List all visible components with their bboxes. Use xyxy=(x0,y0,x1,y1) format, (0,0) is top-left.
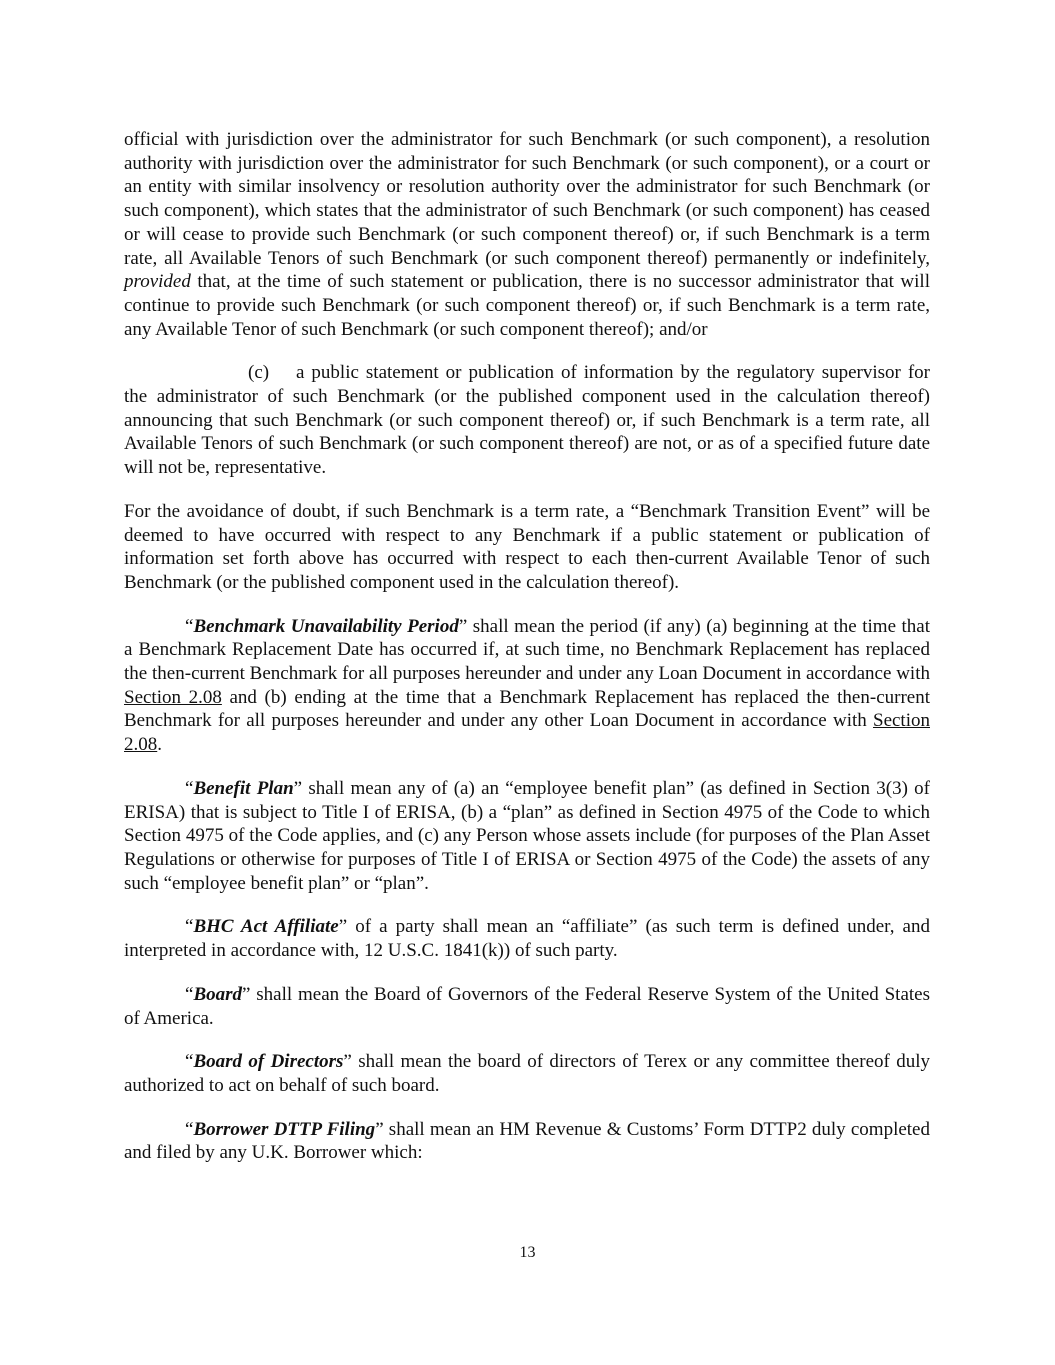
definition-board-of-directors: “Board of Directors” shall mean the board of directors of Terex or any committee thereof duly authorized to act on behalf of such board. xyxy=(124,1051,930,1096)
paragraph-text: official with jurisdiction over the administrator for such Benchmark (or such component), a resolution authority with jurisdiction over the administrator for such Benchmark (or such component), or a court or an entity with similar insolvency or resolution authority over the administrator for such Benchmark (or such component), which states that the administrator of such Benchmark (or such component) has ceased or will cease to provide such Benchmark (or such component thereof) or, if such Benchmark is a term rate, all Available Tenors of such Benchmark (or such component thereof) permanently or indefinitely, xyxy=(124,129,930,269)
section-reference: Section 2.08 xyxy=(124,686,222,708)
paragraph-text: that, at the time of such statement or publication, there is no successor administrator that will continue to provide such Benchmark (or such component thereof) or, if such Benchmark is a term rate, any Available Tenor of such Benchmark (or such component thereof); and/or xyxy=(124,271,930,340)
definition-borrower-dttp-filing: “Borrower DTTP Filing” shall mean an HM Revenue & Customs’ Form DTTP2 duly completed and filed by any U.K. Borrower which: xyxy=(124,1118,930,1164)
section-reference: Section 2.08 xyxy=(124,710,930,756)
definition-text: ” shall mean the period (if any) (a) beginning at the time that a Benchmark Replacement Date has occurred if, at such time, no Benchmark Replacement has replaced the then-current Benchmark for all purposes hereunder and under any Loan Document in accordance with xyxy=(124,615,930,685)
paragraph-continuation xyxy=(124,128,930,341)
definition-benchmark-unavailability-period: “Benchmark Unavailability Period” shall mean the period (if any) (a) beginning at the time that a Benchmark Replacement Date has occurred if, at such time, no Benchmark Replacement has replaced the then-current Benchmark for all purposes hereunder and under any Loan Document in accordance with Section 2.08 and (b) ending at the time that a Benchmark Replacement has replaced the then-current Benchmark for all purposes hereunder and under any other Loan Document in accordance with Section 2.08. xyxy=(124,615,930,756)
page-number: 13 xyxy=(519,1244,536,1261)
clause-marker: (c) xyxy=(248,362,270,384)
defined-term: Board of Directors xyxy=(193,1051,344,1073)
italic-provided: provided xyxy=(124,271,191,293)
definition-text: ” shall mean an HM Revenue & Customs’ Form DTTP2 duly completed and filed by any U.K. Borrower which: xyxy=(124,1118,930,1164)
definition-text: ” shall mean the Board of Governors of the Federal Reserve System of the United States of America. xyxy=(124,983,930,1029)
defined-term: Benchmark Unavailability Period xyxy=(193,615,459,637)
definition-text: ” of a party shall mean an “affiliate” (as such term is defined under, and interpreted in accordance with, 12 U.S.C. 1841(k)) of such party. xyxy=(124,916,930,962)
paragraph-text: For the avoidance of doubt, if such Benchmark is a term rate, a “Benchmark Transition Event” will be deemed to have occurred with respect to any Benchmark if a public statement or publication of information set forth above has occurred with respect to each then-current Available Tenor of such Benchmark (or the published component used in the calculation thereof). xyxy=(124,500,930,593)
defined-term: Benefit Plan xyxy=(193,777,294,799)
definition-benefit-plan: “Benefit Plan” shall mean any of (a) an “employee benefit plan” (as defined in Section 3(3) of ERISA) that is subject to Title I of ERISA, (b) a “plan” as defined in Section 4975 of the Code to which Section 4975 of the Code applies, and (c) any Person whose assets include (for purposes of the Plan Asset Regulations or otherwise for purposes of Title I of ERISA or Section 4975 of the Code) the assets of any such “employee benefit plan” or “plan”. xyxy=(124,777,930,894)
definition-text: ” shall mean any of (a) an “employee benefit plan” (as defined in Section 3(3) of ERISA) that is subject to Title I of ERISA, (b) a “plan” as defined in Section 4975 of the Code to which Section 4975 of the Code applies, and (c) any Person whose assets include (for purposes of the Plan Asset Regulations or otherwise for purposes of Title I of ERISA or Section 4975 of the Code) the assets of any such “employee benefit plan” or “plan”. xyxy=(124,777,930,894)
defined-term: Board xyxy=(193,983,243,1005)
definition-text: ” shall mean the board of directors of Terex or any committee thereof duly authorized to act on behalf of such board. xyxy=(124,1051,930,1096)
paragraph-text: a public statement or publication of information by the regulatory supervisor for the administrator of such Benchmark (or the published component used in the calculation thereof) announcing that such Benchmark (or such component thereof) or, if such Benchmark is a term rate, all Available Tenors of such Benchmark (or such component thereof) are not, or as of a specified future date will not be, representative. xyxy=(124,362,930,479)
definition-text: and (b) ending at the time that a Benchmark Replacement has replaced the then-current Benchmark for all purposes hereunder and under any other Loan Document in accordance with xyxy=(124,686,930,732)
definition-text: . xyxy=(157,734,162,756)
definition-bhc-act-affiliate: “BHC Act Affiliate” of a party shall mean an “affiliate” (as such term is defined under, and interpreted in accordance with, 12 U.S.C. 1841(k)) of such party. xyxy=(124,916,930,962)
definition-board: “Board” shall mean the Board of Governors of the Federal Reserve System of the United States of America. xyxy=(124,983,930,1029)
paragraph-avoidance-of-doubt xyxy=(124,500,930,595)
document-body xyxy=(124,128,930,1185)
defined-term: BHC Act Affiliate xyxy=(193,916,339,938)
defined-term: Borrower DTTP Filing xyxy=(193,1118,376,1140)
paragraph-clause-c xyxy=(124,361,930,480)
